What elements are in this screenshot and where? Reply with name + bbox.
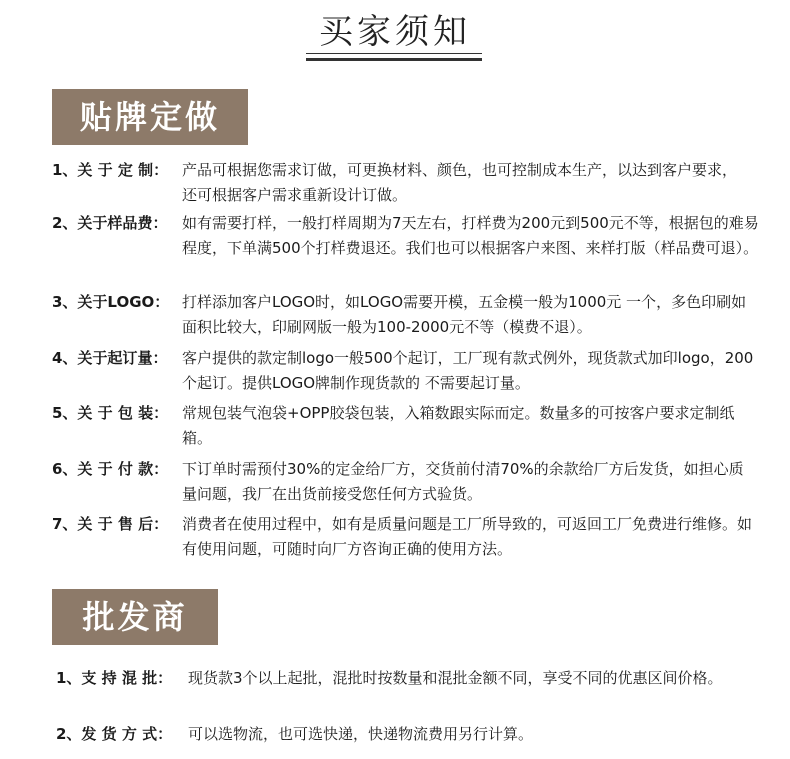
- notice-item-head: 4、关于起订量：: [52, 349, 168, 367]
- notice-item-text: 下订单时需预付30%的定金给厂方，交货前付清70%的余款给厂方后发货，如担心质量问题，我厂在出货前接受您任何方式验货。: [182, 460, 744, 503]
- notice-item-head: 2、关于样品费：: [52, 214, 168, 232]
- notice-item-head: 1、关 于 定 制：: [52, 161, 169, 179]
- notice-item-text: 常规包装气泡袋+OPP胶袋包装，入箱数跟实际而定。数量多的可按客户要求定制纸箱。: [182, 404, 735, 447]
- notice-item-head: 5、关 于 包 装：: [52, 404, 169, 422]
- notice-item-text: 可以选物流，也可选快递，快递物流费用另行计算。: [188, 725, 534, 743]
- notice-item-head: 7、关 于 售 后：: [52, 515, 169, 533]
- title-divider-thick: [306, 58, 482, 61]
- section-header-wholesale: 批发商: [52, 589, 218, 645]
- notice-item-head: 3、关于LOGO：: [52, 293, 170, 311]
- notice-item-text: 打样添加客户LOGO时，如LOGO需要开模，五金模一般为1000元 一个，多色印刷如面积比较大，印刷网版一般为100-2000元不等（模费不退）。: [182, 293, 747, 336]
- notice-item-head: 1、支 持 混 批：: [56, 669, 173, 687]
- section-header-oem: 贴牌定做: [52, 89, 248, 145]
- notice-item-text: 现货款3个以上起批，混批时按数量和混批金额不同，享受不同的优惠区间价格。: [188, 669, 723, 687]
- notice-item-head: 6、关 于 付 款：: [52, 460, 169, 478]
- page-title: 买家须知: [319, 12, 471, 52]
- notice-item-head: 2、发 货 方 式：: [56, 725, 173, 743]
- notice-item-text: 客户提供的款定制logo一般500个起订，工厂现有款式例外，现货款式加印logo，200个起订。提供LOGO牌制作现货款的 不需要起订量。: [182, 349, 754, 392]
- title-divider-thin: [306, 53, 482, 54]
- notice-item-text: 消费者在使用过程中，如有是质量问题是工厂所导致的，可返回工厂免费进行维修。如有使用问题，可随时向厂方咨询正确的使用方法。: [182, 515, 753, 558]
- notice-item-text: 如有需要打样，一般打样周期为7天左右，打样费为200元到500元不等，根据包的难易程度，下单满500个打样费退还。我们也可以根据客户来图、来样打版（样品费可退）。: [182, 214, 759, 257]
- notice-item-text: 产品可根据您需求订做，可更换材料、颜色，也可控制成本生产，以达到客户要求，还可根据客户需求重新设计订做。: [182, 161, 738, 204]
